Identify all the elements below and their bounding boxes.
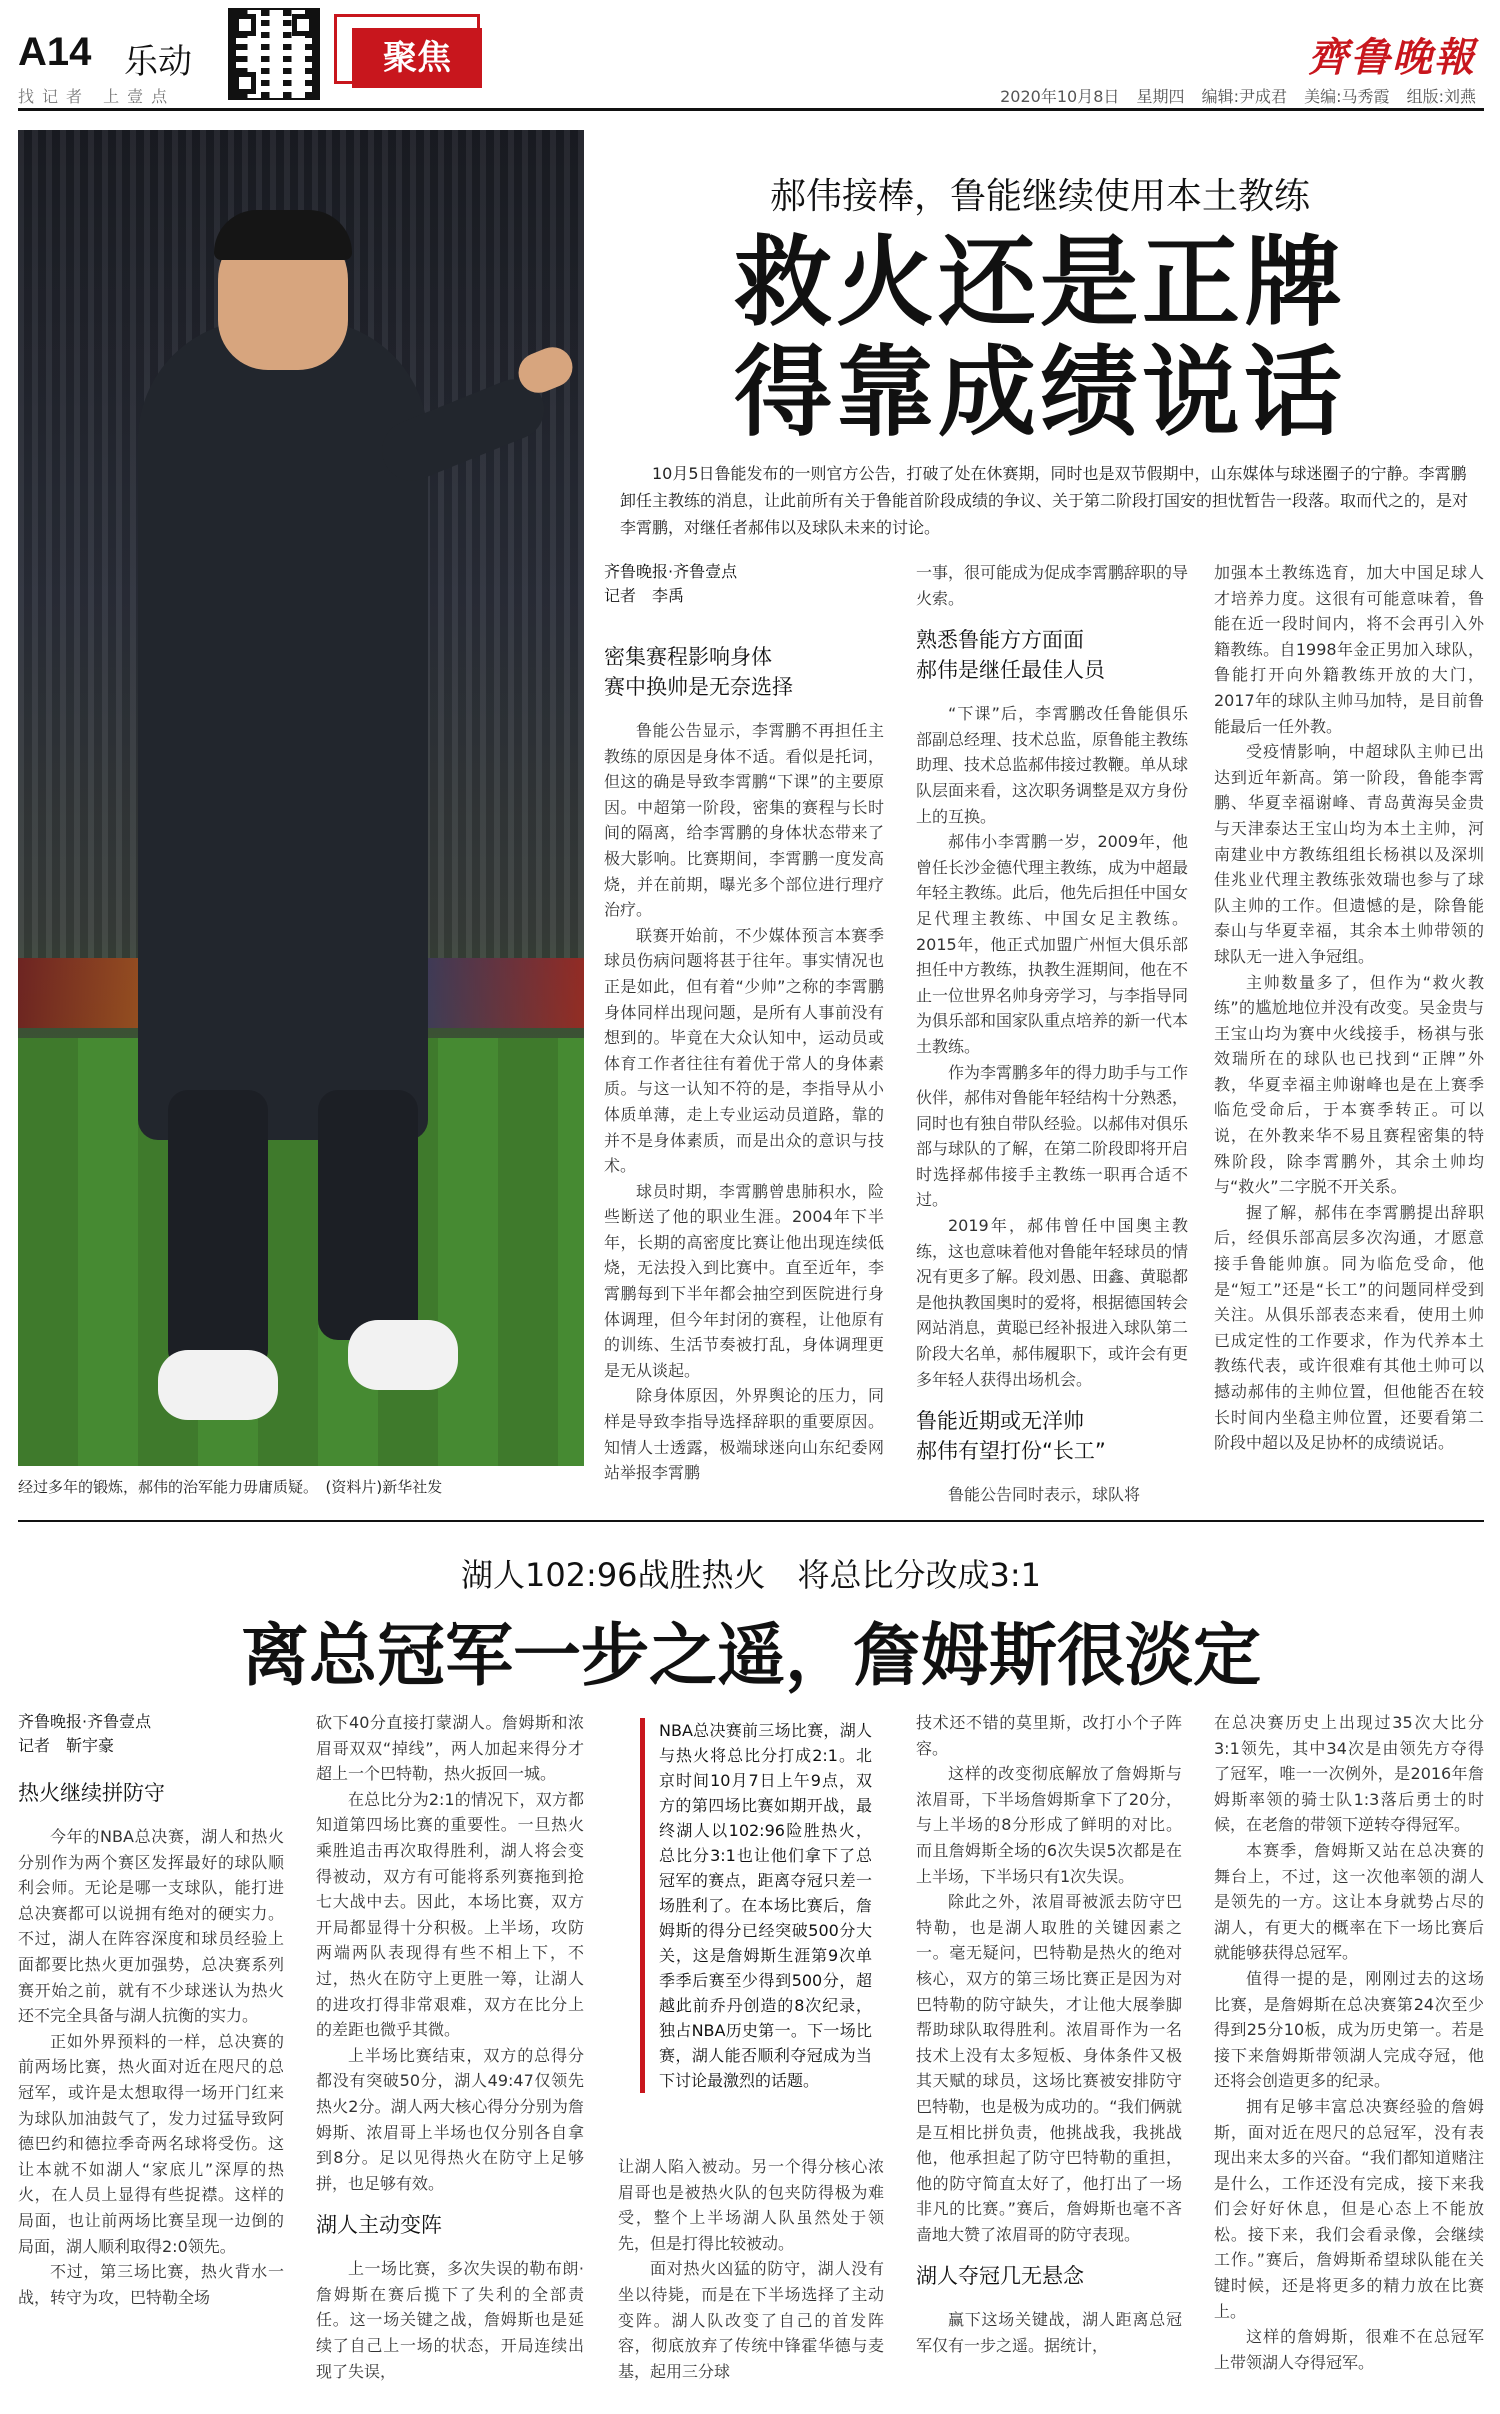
story2-kicker: 湖人102:96战胜热火 将总比分改成3:1 [460, 1556, 1042, 1594]
story1-column-2 [916, 560, 1188, 1508]
story2-column-1 [18, 1710, 284, 2310]
story2-column-2 [316, 1710, 584, 2384]
story1-lede: 10月5日鲁能发布的一则官方公告，打破了处在休赛期，同时也是双节假期中，山东媒体与球迷圈子的宁静。李霄鹏卸任主教练的消息，让此前所有关于鲁能首阶段成绩的争议、关于第二阶段打国安的担忧暂告一段落。取而代之的，是对李霄鹏，对继任者郝伟以及球队未来的讨论。 [620, 464, 1469, 537]
paragraph: 不过，第三场比赛，热火背水一战，转守为攻，巴特勒全场 [18, 2262, 284, 2307]
paragraph: 值得一提的是，刚刚过去的这场比赛，是詹姆斯在总决赛第24次至少得到25分10板，成为历史第一。若是接下来詹姆斯带领湖人完成夺冠，他还将会创造更多的纪录。 [1214, 1968, 1484, 2091]
paragraph: 赢下这场关键战，湖人距离总冠军仅有一步之遥。据统计， [916, 2310, 1182, 2356]
paragraph: 球员时期，李霄鹏曾患肺积水，险些断送了他的职业生涯。2004年下半年，长期的高密度比赛让他出现连续低烧，无法投入到比赛中。直至近年，李霄鹏每到下半年都会抽空到医院进行身体调理，但今年封闭的赛程，让他原有的训练、生活节奏被打乱，身体调理更是无从谈起。 [604, 1181, 884, 1380]
paragraph: 主帅数量多了，但作为“救火教练”的尴尬地位并没有改变。吴金贵与王宝山均为赛中火线接手，杨祺与张效瑞所在的球队也已找到“正牌”外教，华夏幸福主帅谢峰也是在上赛季临危受命后，于本赛季转正。可以说，在外教来华不易且赛程密集的特殊阶段，除李霄鹏外，其余土帅均与“救火”二字脱不开关系。 [1214, 972, 1484, 1197]
page-number: A14 [18, 30, 92, 74]
story1-subhead-2: 熟悉鲁能方方面面 郝伟是继任最佳人员 [916, 628, 1105, 683]
story1-column-1 [604, 560, 884, 1486]
masthead-rule [18, 108, 1484, 111]
paragraph: 这样的改变彻底解放了詹姆斯与浓眉哥，下半场詹姆斯拿下了20分，与上半场的8分形成了鲜明的对比。而且詹姆斯全场的6次失误5次都是在上半场，下半场只有1次失误。 [916, 1764, 1182, 1886]
paragraph: 受疫情影响，中超球队主帅已出达到近年新高。第一阶段，鲁能李霄鹏、华夏幸福谢峰、青岛黄海吴金贵与天津泰达王宝山均为本土主帅，河南建业中方教练组组长杨祺以及深圳佳兆业代理主教练张效瑞也参与了球队主帅的工作。但遗憾的是，除鲁能泰山与华夏幸福，其余本土帅带领的球队无一进入争冠组。 [1214, 742, 1484, 966]
paragraph: 上半场比赛结束，双方的总得分都没有突破50分，湖人49:47仅领先热火2分。湖人两大核心得分分别为詹姆斯、浓眉哥上半场也仅分别各自拿到8分。足以见得热火在防守上足够拼，也足够有效。 [316, 2045, 584, 2193]
paragraph: 上一场比赛，多次失误的勒布朗·詹姆斯在赛后揽下了失利的全部责任。这一场关键之战，詹姆斯也是延续了自己上一场的状态，开局连续出现了失误， [316, 2259, 584, 2381]
issue-date: 2020年10月8日 [1000, 87, 1120, 106]
paragraph: 一事，很可能成为促成李霄鹏辞职的导火索。 [916, 563, 1189, 608]
photo-caption: 经过多年的锻炼，郝伟的治军能力毋庸质疑。 (资料片)新华社发 [18, 1478, 443, 1496]
story1-subhead-3: 鲁能近期或无洋帅 郝伟有望打份“长工” [916, 1409, 1106, 1464]
story2-column-3 [618, 2154, 884, 2384]
story1-headline [600, 225, 1480, 450]
issue-meta [988, 84, 1476, 107]
paragraph: 联赛开始前，不少媒体预言本赛季球员伤病问题将甚于往年。事实情况也正是如此，但有着“少帅”之称的李霄鹏身体同样出现问题，是所有人事前没有想到的。毕竟在大众认知中，运动员或体育工作者往往有着优于常人的身体素质。与这一认知不符的是，李指导从小体质单薄，走上专业运动员道路，靠的并不是身体素质，而是出众的意识与技术。 [604, 925, 884, 1176]
story1-kicker: 郝伟接棒，鲁能继续使用本土教练 [769, 176, 1310, 217]
paragraph: 鲁能公告同时表示，球队将 [948, 1485, 1141, 1505]
paragraph: 技术还不错的莫里斯，改打小个子阵容。 [916, 1713, 1182, 1758]
paragraph: 2019年，郝伟曾任中国奥主教练，这也意味着他对鲁能年轻球员的情况有更多了解。段刘愚、田鑫、黄聪都是他执教国奥时的爱将，根据德国转会网站消息，黄聪已经补报进入球队第二阶段大名单，郝伟履职下，或许会有更多年轻人获得出场机会。 [916, 1216, 1189, 1389]
story2-byline-reporter: 记者 靳宇豪 [18, 1736, 115, 1755]
paragraph: 这样的詹姆斯，很难不在总冠军上带领湖人夺得冠军。 [1214, 2327, 1484, 2372]
story1-byline-reporter: 记者 李禹 [604, 586, 685, 605]
story2-subhead-2: 湖人主动变阵 [316, 2213, 442, 2238]
newspaper-logo: 齊鲁晚報 [1308, 34, 1476, 81]
paragraph: 除此之外，浓眉哥被派去防守巴特勒，也是湖人取胜的关键因素之一。毫无疑问，巴特勒是热火的绝对核心，双方的第三场比赛正是因为对巴特勒的防守缺失，才让他大展拳脚帮助球队取得胜利。浓眉哥作为一名技术上没有太多短板、身体条件又极其天赋的球员，这场比赛被安排防守巴特勒，也是极为成功的。“我们俩就是互相比拼负责，他挑战我，我挑战他，他承担起了防守巴特勒的重担，他的防守简直太好了，他打出了一场非凡的比赛。”赛后，詹姆斯也毫不吝啬地大赞了浓眉哥的防守表现。 [916, 1892, 1182, 2244]
section-name: 乐动 [124, 42, 192, 82]
qr-code-icon[interactable] [228, 8, 320, 100]
paragraph: 让湖人陷入被动。另一个得分核心浓眉哥也是被热火队的包夹防得极为难受，整个上半场湖人队虽然处于领先，但是打得比较被动。 [618, 2157, 884, 2253]
coach-photo [18, 130, 584, 1466]
paragraph: “下课”后，李霄鹏改任鲁能俱乐部副总经理、技术总监，原鲁能主教练助理、技术总监郝伟接过教鞭。单从球队层面来看，这次职务调整是双方身份上的互换。 [916, 704, 1189, 826]
paragraph: 面对热火凶猛的防守，湖人没有坐以待毙，而是在下半场选择了主动变阵。湖人队改变了自己的首发阵容，彻底放弃了传统中锋霍华德与麦基，起用三分球 [618, 2259, 884, 2381]
paragraph: 鲁能公告显示，李霄鹏不再担任主教练的原因是身体不适。看似是托词，但这的确是导致李霄鹏“下课”的主要原因。中超第一阶段，密集的赛程与长时间的隔离，给李霄鹏的身体状态带来了极大影响。比赛期间，李霄鹏一度发高烧，并在前期，曝光多个部位进行理疗治疗。 [604, 721, 884, 920]
designer-credit: 美编:马秀霞 [1304, 87, 1390, 106]
paragraph: 除身体原因，外界舆论的压力，同样是导致李指导选择辞职的重要原因。知情人士透露，极端球迷向山东纪委网站举报李霄鹏 [604, 1386, 884, 1483]
story2-summary: NBA总决赛前三场比赛，湖人与热火将总比分打成2:1。北京时间10月7日上午9点，双方的第四场比赛如期开战，最终湖人以102:96险胜热火，总比分3:1也让他们拿下了总冠军的赛点，距离夺冠只差一场胜利了。在本场比赛后，詹姆斯的得分已经突破500分大关，这是詹姆斯生涯第9次单季季后赛至少得到500分，超越此前乔丹创造的8次纪录，独占NBA历史第一。下一场比赛，湖人能否顺利夺冠成为当下讨论最激烈的话题。 [640, 1718, 872, 2093]
story1-headline-line2: 得靠成绩说话 [733, 335, 1346, 450]
story1-headline-line1: 救火还是正牌 [733, 225, 1346, 340]
tagline: 找记者 上壹点 [18, 87, 176, 106]
story2-column-4 [916, 1710, 1182, 2359]
paragraph: 拥有足够丰富总决赛经验的詹姆斯，面对近在咫尺的总冠军，没有表现出来太多的兴奋。“我们都知道赌注是什么，工作还没有完成，接下来我们会好好休息，但是心态上不能放松。接下来，我们会看录像，会继续工作。”赛后，詹姆斯希望球队能在关键时候，还是将更多的精力放在比赛上。 [1214, 2096, 1484, 2321]
paragraph: 在总决赛历史上出现过35次大比分3:1领先，其中34次是由领先方夺得了冠军，唯一一次例外，是2016年詹姆斯率领的骑士队1:3落后勇士的时候，在老詹的带领下逆转夺得冠军。 [1214, 1713, 1484, 1835]
section-divider [18, 1520, 1484, 1522]
focus-label: 聚焦 [352, 28, 482, 88]
story2-subhead-3: 湖人夺冠几无悬念 [916, 2264, 1084, 2289]
story1-column-3 [1214, 560, 1484, 1456]
issue-weekday: 星期四 [1136, 87, 1185, 106]
paragraph: 本赛季，詹姆斯又站在总决赛的舞台上，不过，这一次他率领的湖人是领先的一方。这让本身就势占尽的湖人，有更大的概率在下一场比赛后就能够获得总冠军。 [1214, 1840, 1484, 1963]
editor-credit: 编辑:尹成君 [1201, 87, 1287, 106]
story2-headline: 离总冠军一步之遥，詹姆斯很淡定 [240, 1616, 1261, 1696]
story2-column-5 [1214, 1710, 1484, 2375]
story1-byline-org: 齐鲁晚报·齐鲁壹点 [604, 562, 738, 581]
paragraph: 作为李霄鹏多年的得力助手与工作伙伴，郝伟对鲁能年轻结构十分熟悉，同时也有独自带队经验。以郝伟对俱乐部与球队的了解，在第二阶段即将开启时选择郝伟接手主教练一职再合适不过。 [916, 1062, 1189, 1210]
story1-subhead-1: 密集赛程影响身体 赛中换帅是无奈选择 [604, 645, 793, 699]
proofreader-credit: 组版:刘燕 [1406, 87, 1476, 106]
paragraph: 今年的NBA总决赛，湖人和热火分别作为两个赛区发挥最好的球队顺利会师。无论是哪一支球队，能打进总决赛都可以说拥有绝对的硬实力。不过，湖人在阵容深度和球员经验上面都要比热火更加强势，总决赛系列赛开始之前，就有不少球迷认为热火还不完全具备与湖人抗衡的实力。 [18, 1827, 284, 2026]
paragraph: 正如外界预料的一样，总决赛的前两场比赛，热火面对近在咫尺的总冠军，或许是太想取得一场开门红来为球队加油鼓气了，发力过猛导致阿德巴约和德拉季奇两名球将受伤。这让本就不如湖人“家底儿”深厚的热火，在人员上显得有些捉襟。这样的局面，也让前两场比赛呈现一边倒的局面，湖人顺利取得2:0领先。 [18, 2031, 284, 2256]
story2-subhead-1: 热火继续拼防守 [18, 1781, 165, 1805]
paragraph: 握了解，郝伟在李霄鹏提出辞职后，经俱乐部高层多次沟通，才愿意接手鲁能帅旗。同为临危受命，他是“短工”还是“长工”的问题同样受到关注。从俱乐部表态来看，使用土帅已成定性的工作要求，作为代养本土教练代表，或许很难有其他土帅可以撼动郝伟的主帅位置，但他能否在较长时间内坐稳主帅位置，还要看第二阶段中超以及足协杯的成绩说话。 [1214, 1202, 1484, 1453]
paragraph: 郝伟小李霄鹏一岁，2009年，他曾任长沙金德代理主教练，成为中超最年轻主教练。此后，他先后担任中国女足代理主教练、中国女足主教练。2015年，他正式加盟广州恒大俱乐部担任中方教练，执教生涯期间，他在不止一位世界名帅身旁学习，与李指导同为俱乐部和国家队重点培养的新一代本土教练。 [916, 832, 1189, 1056]
paragraph: 加强本土教练选育，加大中国足球人才培养力度。这很有可能意味着，鲁能在近一段时间内，将不会再引入外籍教练。自1998年金正男加入球队，鲁能打开向外籍教练开放的大门，2017年的球队主帅马加特，是目前鲁能最后一任外教。 [1214, 563, 1484, 736]
paragraph: 砍下40分直接打蒙湖人。詹姆斯和浓眉哥双双“掉线”，两人加起来得分才超上一个巴特勒，热火扳回一城。 [316, 1713, 584, 1784]
story2-byline-org: 齐鲁晚报·齐鲁壹点 [18, 1712, 152, 1731]
paragraph: 在总比分为2:1的情况下，双方都知道第四场比赛的重要性。一旦热火乘胜追击再次取得胜利，湖人将会变得被动，双方有可能将系列赛拖到抢七大战中去。因此，本场比赛，双方开局都显得十分积极。上半场，攻防两端两队表现得有些不相上下，不过，热火在防守上更胜一筹，让湖人的进攻打得非常艰难，双方在比分上的差距也微乎其微。 [316, 1789, 584, 2040]
masthead [0, 0, 1500, 110]
